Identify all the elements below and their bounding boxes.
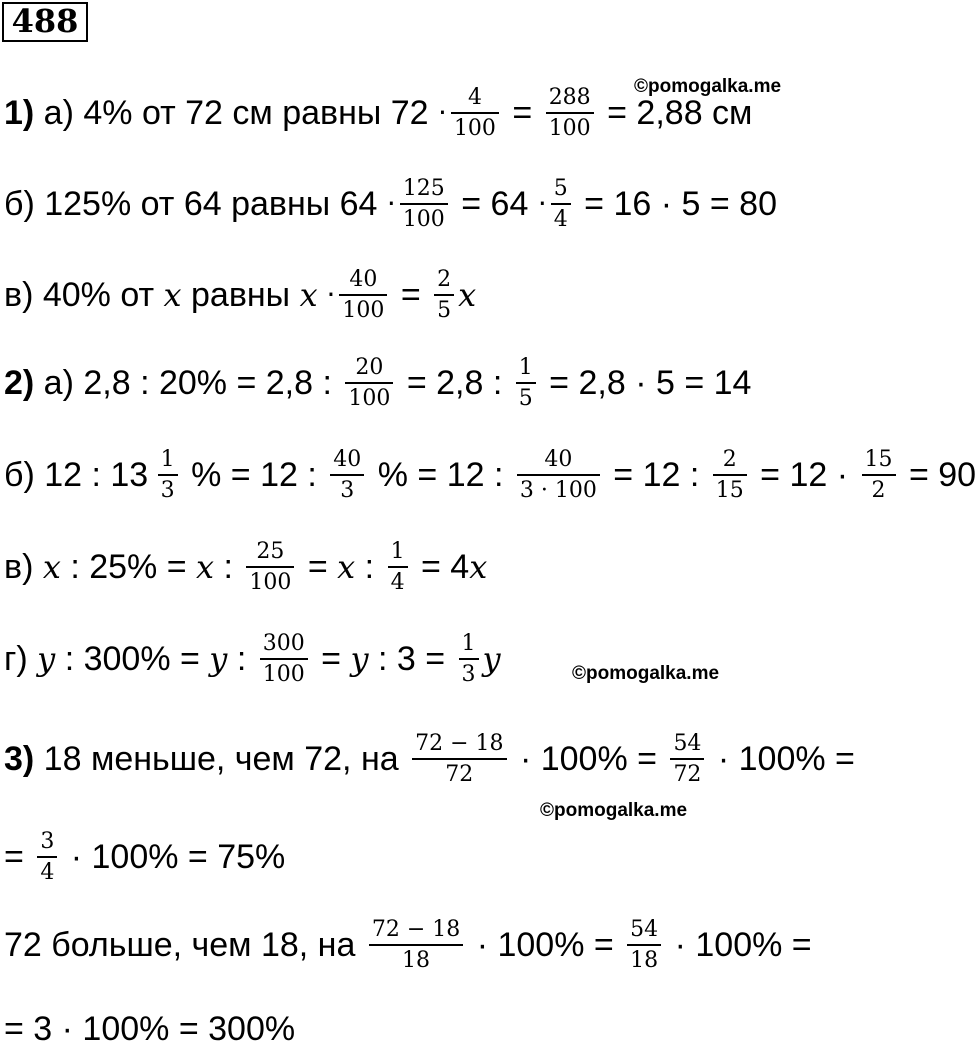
part1-label: 1): [4, 94, 35, 133]
text: % = 12 :: [368, 456, 513, 495]
fraction: $\frac{3}{4}$: [37, 830, 57, 884]
fraction: $\frac{72 - 18}{72}$: [412, 732, 506, 786]
variable-y: y: [209, 640, 228, 679]
text: = 64: [451, 185, 538, 224]
watermark: ©pomogalka.me: [634, 76, 782, 97]
variable-x: x: [299, 276, 318, 315]
watermark: ©pomogalka.me: [540, 800, 688, 821]
dot-operator: ·: [537, 187, 547, 221]
fraction: $\frac{40}{100}$: [339, 268, 387, 322]
text: =: [4, 838, 34, 877]
text: = 12 ·: [750, 456, 858, 495]
part3-line-3: [4, 918, 812, 972]
part3-line-2: [4, 830, 285, 884]
text: = 2,8 · 5 = 14: [539, 364, 752, 403]
equals: =: [502, 94, 542, 133]
fraction: $\frac{25}{100}$: [246, 540, 294, 594]
fraction: $\frac{72 - 18}{18}$: [369, 918, 463, 972]
text: б) 12 : 13: [4, 456, 158, 495]
text: =: [298, 548, 338, 587]
part2-label: 2): [4, 364, 35, 403]
part3-line-4: [4, 1012, 295, 1046]
text: : 25% =: [60, 548, 197, 587]
text: а) 2,8 : 20% = 2,8 :: [34, 364, 342, 403]
text: :: [227, 640, 256, 679]
part1-line-a: [4, 86, 752, 140]
text: = 3 · 100% = 300%: [4, 1010, 296, 1048]
text: · 100% =: [708, 740, 855, 779]
text: = 90: [899, 456, 976, 495]
text: г): [4, 640, 38, 679]
variable-x: x: [42, 548, 61, 587]
watermark: ©pomogalka.me: [572, 663, 720, 684]
fraction: $\frac{1}{3}$: [158, 448, 178, 502]
text: 18 меньше, чем 72, на: [34, 740, 409, 779]
variable-x: x: [458, 276, 477, 315]
problem-number: 488: [2, 2, 88, 42]
equals: =: [391, 276, 431, 315]
fraction: $\frac{2}{5}$: [434, 268, 454, 322]
text: равны: [181, 276, 300, 315]
text: = 2,88 см: [597, 94, 753, 133]
fraction: $\frac{4}{100}$: [451, 86, 499, 140]
text: = 4: [411, 548, 470, 587]
text: = 2,8 :: [397, 364, 512, 403]
fraction: $\frac{5}{4}$: [551, 177, 571, 231]
text: % = 12 :: [181, 456, 327, 495]
part2-line-c: [4, 540, 487, 594]
dot-operator: ·: [386, 187, 396, 221]
fraction: $\frac{125}{100}$: [400, 177, 448, 231]
text: : 3 =: [368, 640, 455, 679]
fraction: $\frac{54}{72}$: [670, 732, 704, 786]
part3-line-1: [4, 732, 855, 786]
variable-y: y: [37, 640, 56, 679]
text: 72 больше, чем 18, на: [4, 926, 365, 965]
part2-line-b: [4, 448, 976, 502]
part2-line-a: [4, 356, 751, 410]
fraction: $\frac{54}{18}$: [627, 918, 661, 972]
variable-y: y: [482, 640, 501, 679]
part1-line-b: [4, 177, 777, 231]
text: · 100% =: [665, 926, 812, 965]
part2-line-d: [4, 632, 501, 686]
fraction: $\frac{20}{100}$: [345, 356, 393, 410]
variable-x: x: [469, 548, 488, 587]
text: в) 40% от: [4, 276, 164, 315]
fraction: $\frac{15}{2}$: [862, 448, 896, 502]
text: :: [214, 548, 243, 587]
dot-operator: ·: [317, 278, 336, 312]
variable-x: x: [163, 276, 182, 315]
text: · 100% = 75%: [61, 838, 286, 877]
fraction: $\frac{300}{100}$: [260, 632, 308, 686]
variable-y: y: [350, 640, 369, 679]
dot-operator: ·: [438, 96, 447, 130]
fraction: $\frac{1}{5}$: [516, 356, 536, 410]
variable-x: x: [337, 548, 356, 587]
text: · 100% =: [467, 926, 624, 965]
part1-line-c: [4, 268, 476, 322]
text: б) 125% от 64 равны 64: [4, 185, 387, 224]
fraction: $\frac{2}{15}$: [713, 448, 747, 502]
fraction: $\frac{40}{3}$: [330, 448, 364, 502]
fraction: $\frac{1}{4}$: [388, 540, 408, 594]
fraction: $\frac{288}{100}$: [546, 86, 594, 140]
text: · 100% =: [510, 740, 667, 779]
variable-x: x: [196, 548, 215, 587]
text: = 12 :: [603, 456, 709, 495]
text: =: [311, 640, 351, 679]
text: :: [355, 548, 384, 587]
text: в): [4, 548, 43, 587]
text: = 16 · 5 = 80: [574, 185, 777, 224]
fraction: $\frac{1}{3}$: [459, 632, 479, 686]
part3-label: 3): [4, 740, 35, 779]
text: а) 4% от 72 см равны 72: [34, 94, 439, 133]
fraction: $\frac{40}{3 \cdot 100}$: [517, 448, 600, 502]
text: : 300% =: [55, 640, 210, 679]
